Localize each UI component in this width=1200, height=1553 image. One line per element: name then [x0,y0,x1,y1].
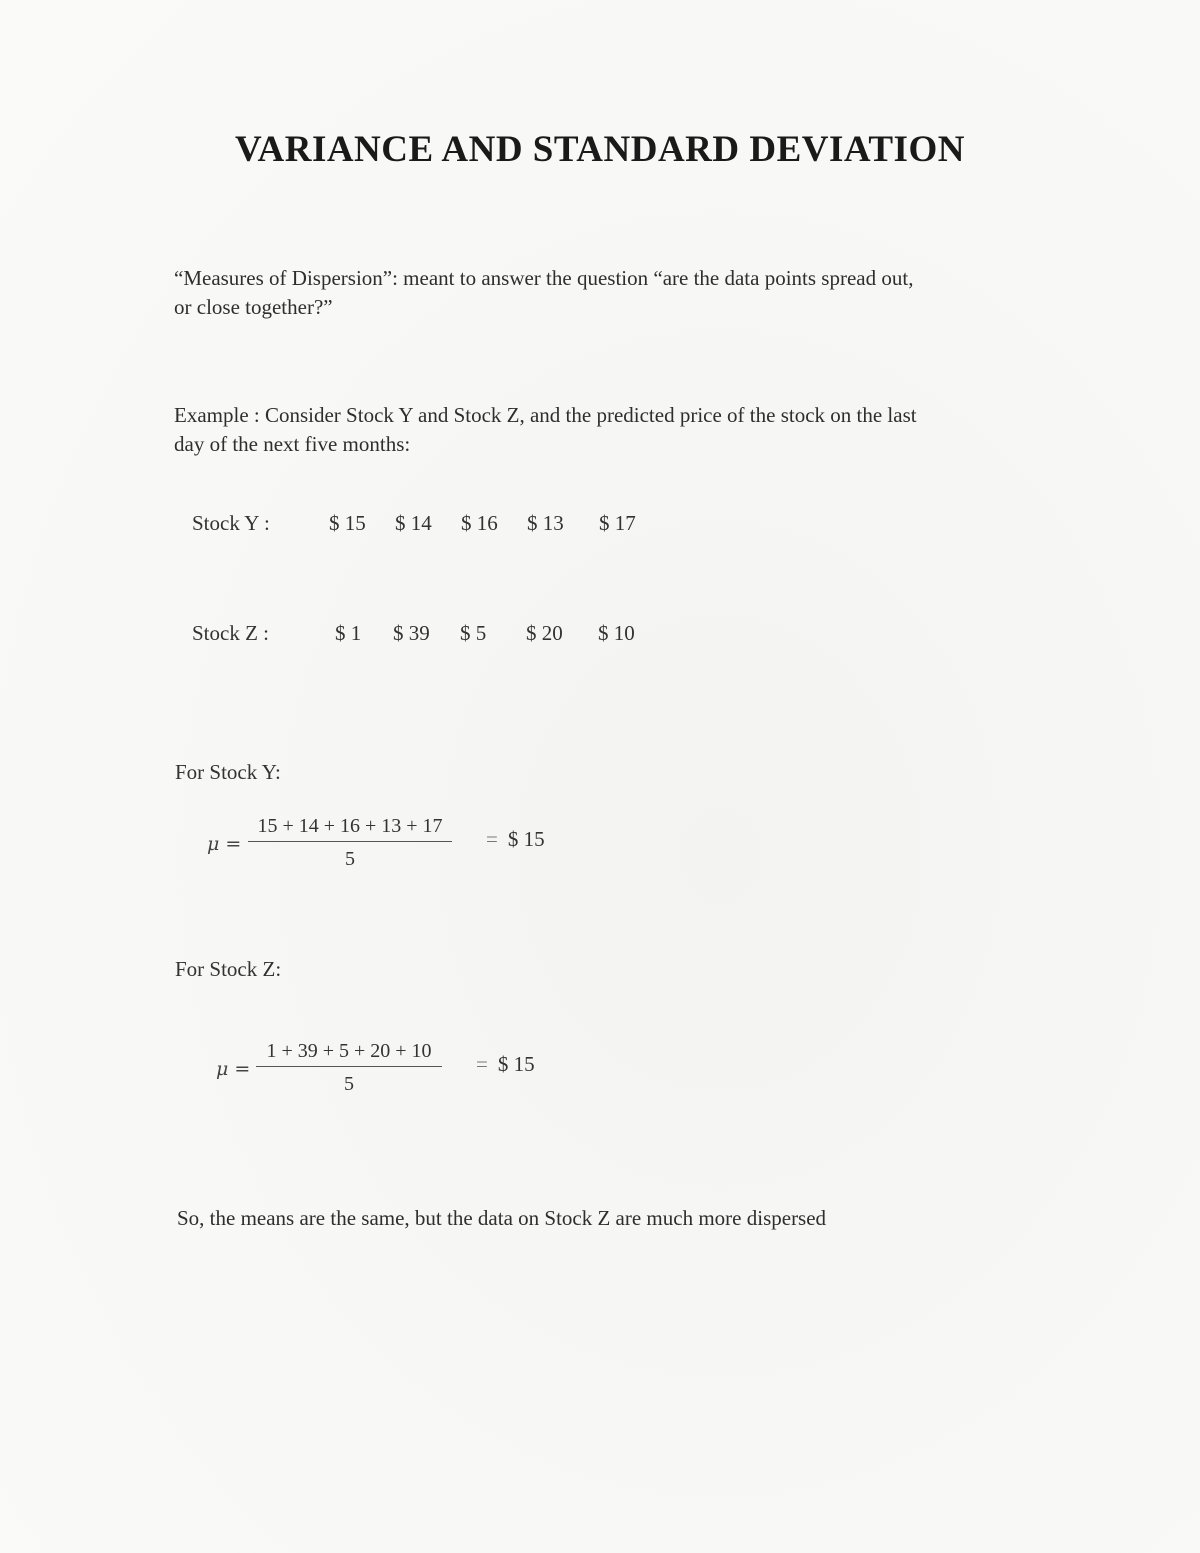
example-paragraph [174,401,1044,459]
stock-z-row [192,621,672,646]
stock-y-denominator: 5 [345,848,355,870]
stock-y-price: $ 13 [527,511,564,535]
stock-y-price: $ 14 [395,511,432,535]
stock-z-heading: For Stock Z: [175,957,282,981]
stock-z-price: $ 1 [335,621,362,645]
fraction-bar-z [256,1066,442,1067]
stock-y-heading: For Stock Y: [175,760,281,784]
mu-symbol-z: μ = [216,1058,251,1080]
stock-z-numerator: 1 + 39 + 5 + 20 + 10 [266,1040,432,1062]
intro-line-2: or close together?” [174,295,333,319]
stock-z-mean-value: $ 15 [497,1052,535,1076]
stock-z-price: $ 10 [598,621,635,645]
stock-y-label: Stock Y : [192,511,270,535]
intro-paragraph [174,264,1044,322]
stock-y-mean-value: $ 15 [507,827,545,851]
stock-y-price: $ 15 [329,511,366,535]
equals-sign: = [486,827,498,851]
fraction-bar-y [248,841,452,842]
stock-y-price: $ 17 [599,511,636,535]
equals-sign: = [476,1052,488,1076]
example-line-2: day of the next five months: [174,432,411,456]
conclusion-text: So, the means are the same, but the data on Stock Z are much more dispersed [177,1206,827,1230]
stock-z-price: $ 20 [526,621,563,645]
stock-z-label: Stock Z : [192,621,269,645]
stock-y-row [192,511,672,536]
stock-z-denominator: 5 [344,1073,354,1095]
intro-line-1: “Measures of Dispersion”: meant to answer the question “are the data points spread out, [174,266,914,290]
example-line-1: Example : Consider Stock Y and Stock Z, and the predicted price of the stock on the last [174,403,917,427]
page-title: VARIANCE AND STANDARD DEVIATION [235,129,965,170]
stock-y-price: $ 16 [461,511,498,535]
stock-z-mean-result [476,1052,535,1077]
stock-z-price: $ 39 [393,621,430,645]
stock-y-numerator: 15 + 14 + 16 + 13 + 17 [257,815,443,837]
stock-y-mean-result [486,827,545,852]
stock-z-price: $ 5 [460,621,487,645]
mu-symbol-y: μ = [207,833,242,855]
